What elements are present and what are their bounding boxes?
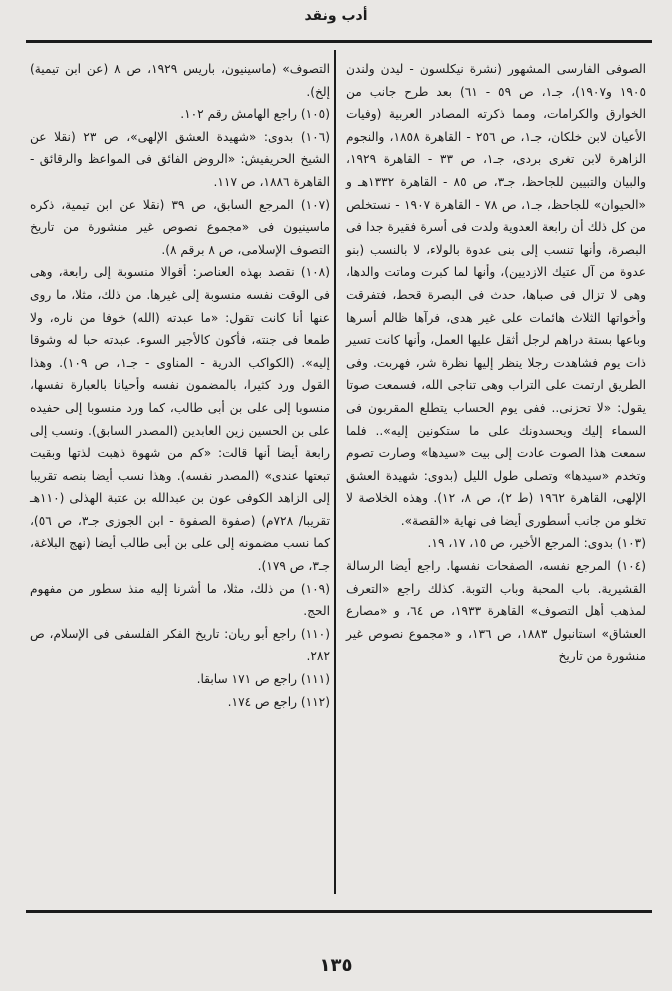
footnote-104: (١٠٤) المرجع نفسه، الصفحات نفسها. راجع أيضا الرسالة القشيرية. باب المحبة وباب التوبة. كذلك راجع «التعرف لمذهب أهل التصوف» القاهرة ١٩٣٣، ص ٦٤، و «مصارع العشاق» استانبول ١٨٨٣، ص ١٣٦، و «مجموع نصوص غير منشورة من تاريخ bbox=[346, 559, 646, 664]
footnote-110: (١١٠) راجع أبو ريان: تاريخ الفكر الفلسفى فى الإسلام، ص ٢٨٢. bbox=[30, 626, 330, 664]
left-column bbox=[30, 58, 330, 713]
footnote-107: (١٠٧) المرجع السابق، ص ٣٩ (نقلا عن ابن تيمية، ذكره ماسينيون فى «مجموع نصوص غير منشورة من تاريخ التصوف الإسلامى، ص ٨ برقم ٨). bbox=[30, 197, 330, 257]
footnote-109: (١٠٩) من ذلك، مثلا، ما أشرنا إليه منذ سطور من مفهوم الحج. bbox=[30, 581, 330, 619]
footnote-102-continued: الصوفى الفارسى المشهور (نشرة نيكلسون - ليدن ولندن ١٩٠٥ و١٩٠٧)، جـ١، ص ٥٩ - ٦١) بعد طرح جانب من الخوارق والكرامات، ومما ذكرته المصادر العربية (وفيات الأعيان لابن خلكان، جـ١، ص ٢٥٦ - القاهرة ١٨٥٨، والنجوم الزاهرة لابن تغرى بردى، جـ١، ص ٣٣ - القاهرة ١٩٢٩، والبيان والتبيين للجاحظ، جـ٣، ص ٨٥ - القاهرة ١٣٣٢هـ و «الحيوان» للجاحظ، جـ١، ص ٧٨ - القاهرة ١٩٠٧ - نستخلص من كل ذلك أن رابعة العدوية ولدت فى أسرة فقيرة جدا فى البصرة، وأنها تنسب إلى بنى عدوة بالولاء، لا بالنسب (بنو عدوة من آل عتيك الازديين)، وأنها لما كبرت وماتت والدها، وهى لا تزال فى صباها، حدث فى البصرة قحط، فتفرقت وأخواتها الثلاث هائمات على غير هدى، فرآها ظالم أسرها وباعها بستة دراهم لرجل أثقل عليها العمل، وأنها كانت تسير ذات يوم فشاهدت رجلا ينظر إليها نظرة شر، فهربت. وفى الطريق ارتمت على التراب وهى تناجى الله، فسمعت صوتا يقول: «لا تحزنى.. ففى يوم الحساب يتطلع المقربون فى السماء إليك ويحسدونك على ما ستكونين إليه».. فلما سمعت هذا الصوت عادت إلى بيت «سيدها» وصارت تصوم وتخدم «سيدها» وتصلى طول الليل (بدوى: شهيدة العشق الإلهى، القاهرة ١٩٦٢ (ط ٢)، ص ٨، ١٢). وهذه الخلاصة لا تخلو من جانب أسطورى أيضا فى نهاية «القصة». bbox=[346, 62, 647, 528]
footnote-111: (١١١) راجع ص ١٧١ سابقا. bbox=[196, 672, 330, 687]
page-number: ١٣٥ bbox=[319, 955, 353, 976]
footnote-112: (١١٢) راجع ص ١٧٤. bbox=[227, 694, 330, 709]
footnote-104-continued: التصوف» (ماسينيون، باريس ١٩٢٩، ص ٨ (عن ابن تيمية) إلخ). bbox=[30, 62, 330, 99]
running-header: أدب ونقد bbox=[304, 8, 368, 24]
footer-rule bbox=[26, 910, 652, 913]
footnote-103: (١٠٣) بدوى: المرجع الأخير، ص ١٥، ١٧، ١٩. bbox=[427, 536, 646, 551]
footnote-108: (١٠٨) نقصد بهذه العناصر: أقوالا منسوبة إلى رابعة، وهى فى الوقت نفسه منسوبة إلى غيرها. من ذلك، مثلا، ما روى عنها أنا كانت تقول: «ما عبدته (الله) خوفا من ناره، ولا طمعا فى جنته، فأكون كالأجير السوء. عبدته حبا له وشوقا إليه». (الكواكب الدرية - المناوى - جـ١، ص ١٠٩). وهذا القول ورد كثيرا، بالمضمون نفسه وأحيانا بالعبارة نفسها، منسوبا إلى على بن أبى طالب، كما ورد منسوبا إلى حفيده على بن الحسين زين العابدين (المصدر السابق). ونسب إلى رابعة أيضا أنها قالت: «كم من شهوة ذهبت لذتها وبقيت تبعتها عندى» (المصدر نفسه). وهذا نسب أيضا بنصه تقريبا إلى الزاهد الكوفى عون بن عبدالله بن عتبة الهذلى (١١٠هـ تقريبا/ ٧٢٨م) (صفوة الصفوة - ابن الجوزى جـ٣، ص ٥٦)، كما نسب مضمونه إلى على بن أبى طالب أيضا (نهج البلاغة، جـ٣، ص ١٧٩). bbox=[30, 265, 330, 574]
right-column bbox=[346, 58, 646, 668]
column-divider bbox=[334, 50, 336, 894]
footnote-105: (١٠٥) راجع الهامش رقم ١٠٢. bbox=[180, 107, 330, 122]
footnote-106: (١٠٦) بدوى: «شهيدة العشق الإلهى»، ص ٢٣ (نقلا عن الشيخ الحريفيش: «الروض الفائق فى المواعظ والرقائق - القاهرة ١٨٨٦، ص ١١٧. bbox=[30, 129, 330, 189]
header-rule bbox=[26, 40, 652, 43]
